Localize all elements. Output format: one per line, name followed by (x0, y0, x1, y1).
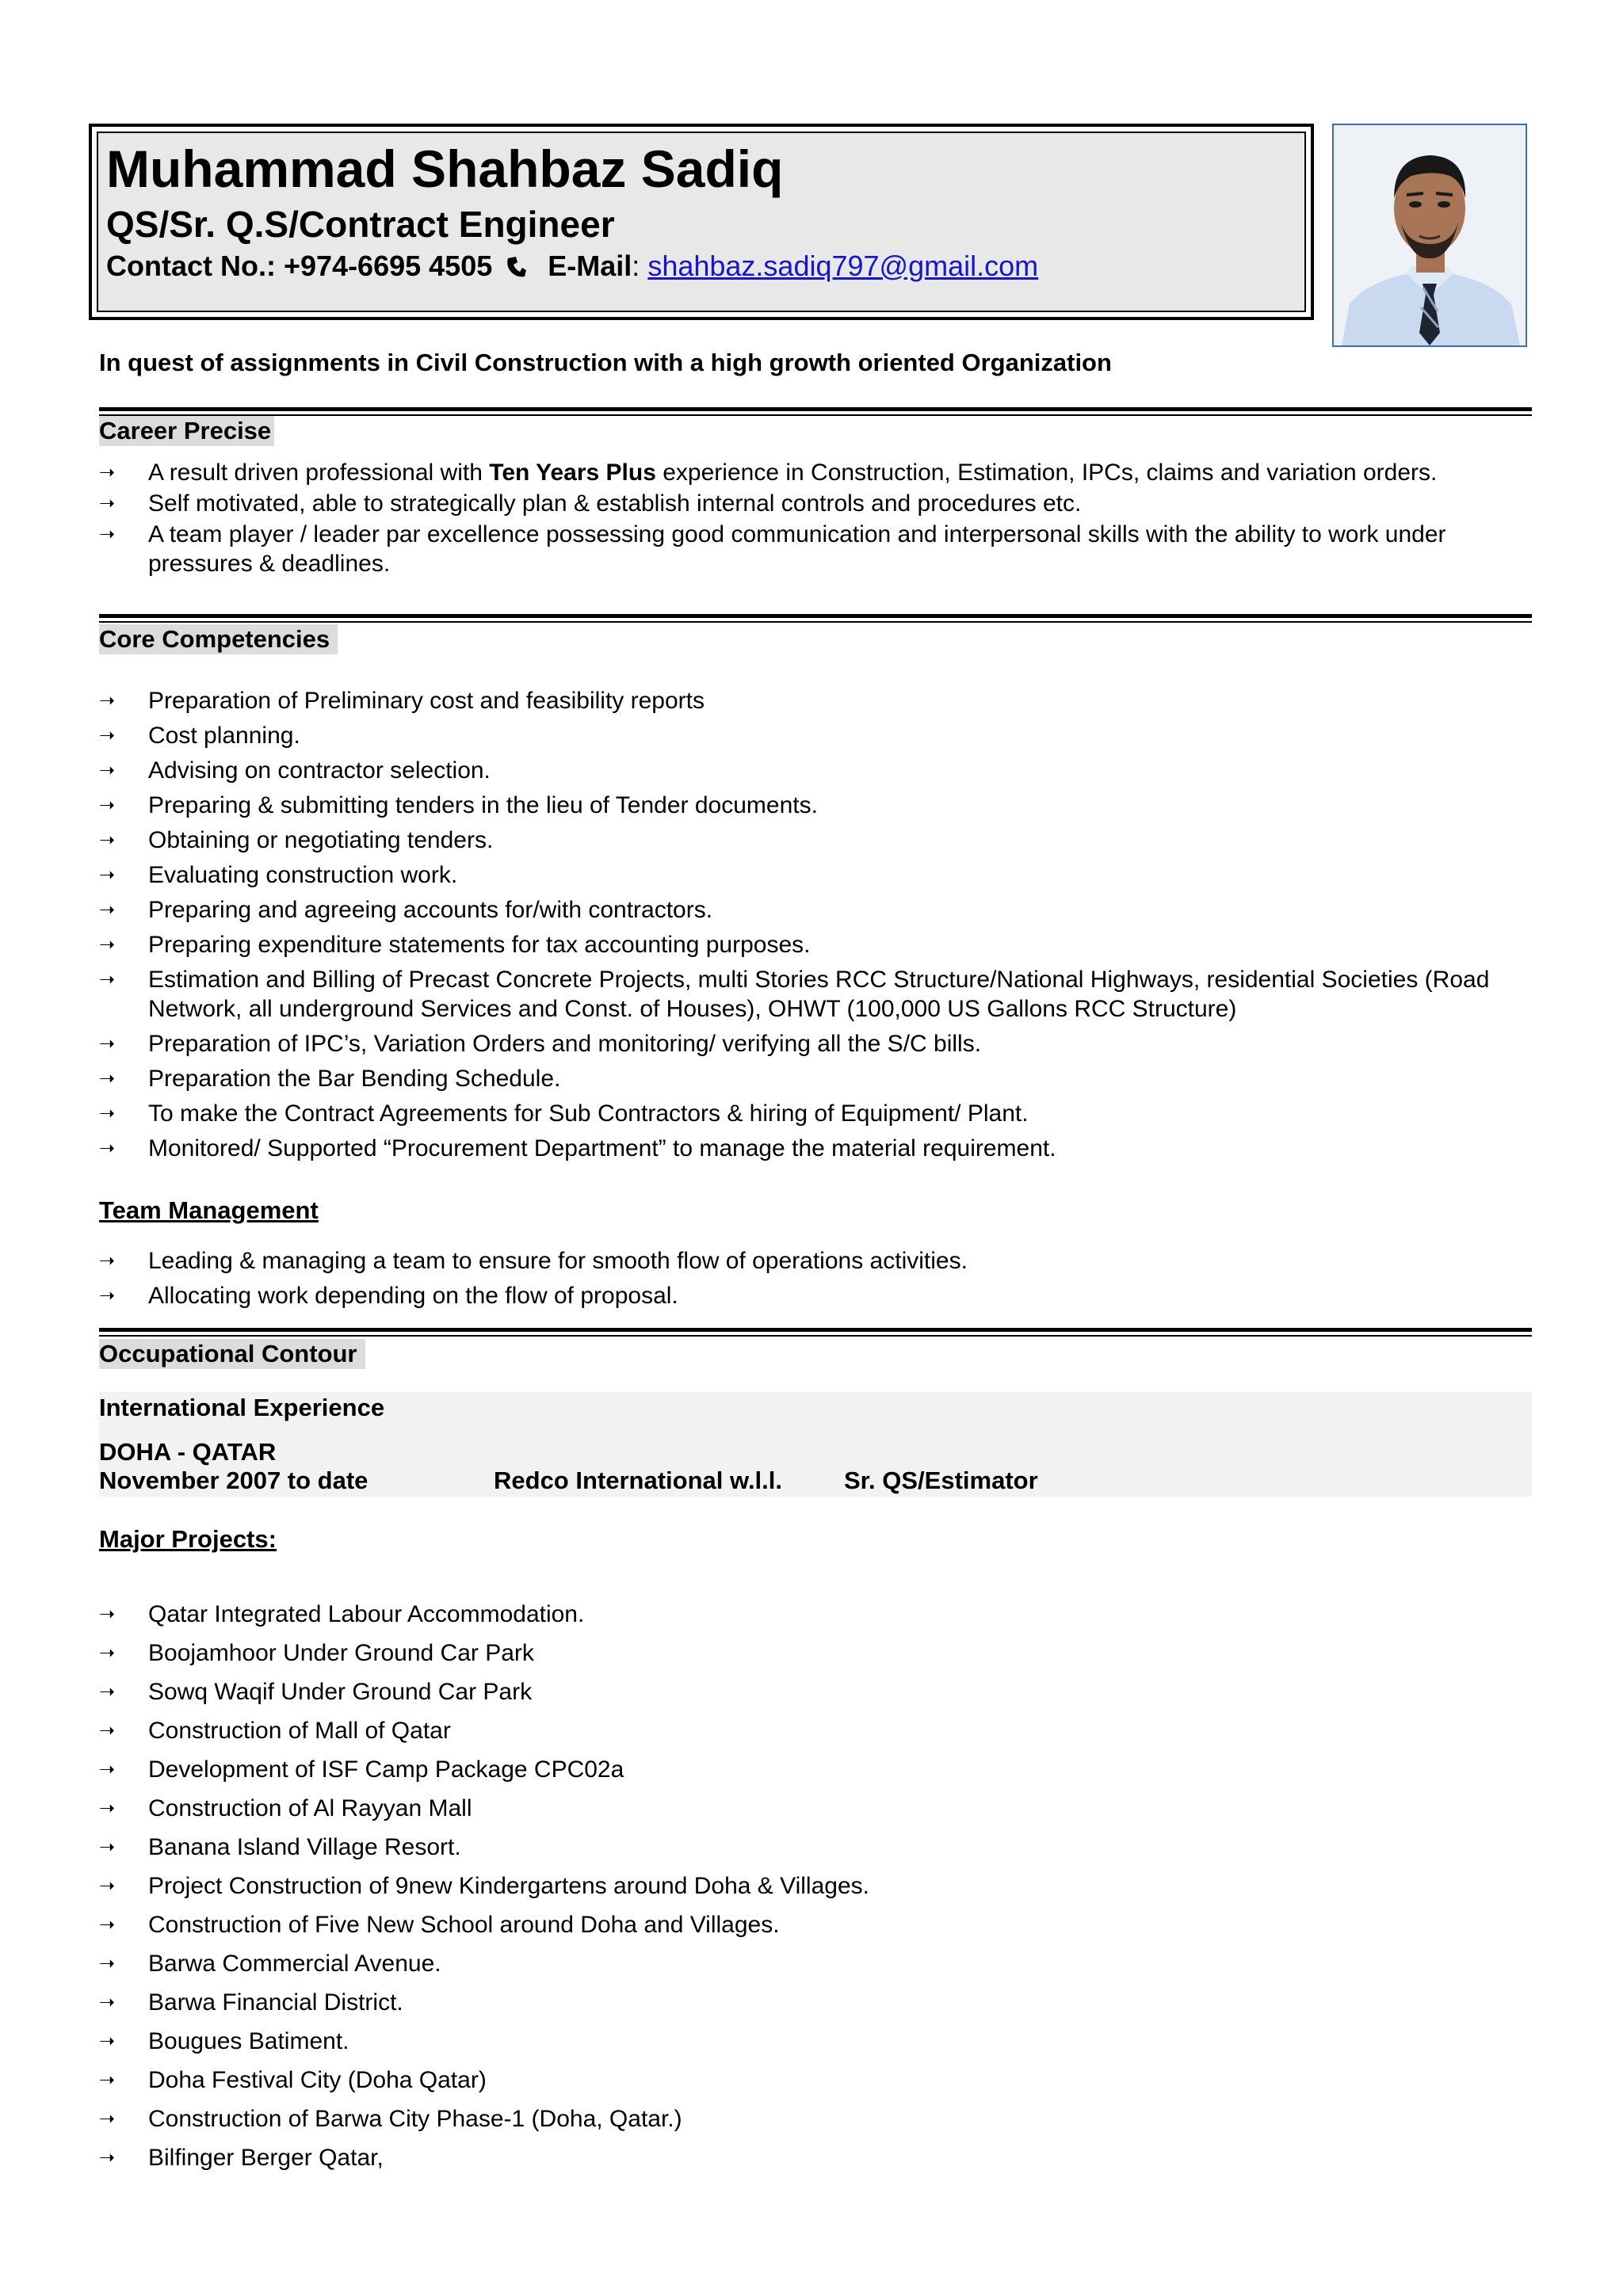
arrow-bullet-icon: ➝ (99, 1285, 116, 1306)
arrow-bullet-icon: ➝ (99, 830, 116, 851)
list-item: ➝ Construction of Mall of Qatar (99, 1718, 451, 1744)
section-divider (99, 614, 1532, 623)
email-link[interactable]: shahbaz.sadiq797@gmail.com (647, 250, 1039, 282)
list-item: ➝ Bilfinger Berger Qatar, (99, 2145, 384, 2171)
arrow-bullet-icon: ➝ (99, 462, 116, 483)
list-item: ➝ A team player / leader par excellence possessing good communication and interpersonal skills with the ability to work under pressures & deadlines. (99, 521, 1446, 577)
experience-years: Ten Years Plus (489, 460, 656, 486)
arrow-bullet-icon: ➝ (99, 2031, 116, 2052)
major-projects-heading: Major Projects: (99, 1525, 277, 1553)
arrow-bullet-icon: ➝ (99, 1604, 116, 1625)
arrow-bullet-icon: ➝ (99, 1068, 116, 1089)
list-item: ➝ Preparing expenditure statements for tax accounting purposes. (99, 932, 811, 958)
list-item: ➝ Preparation of Preliminary cost and feasibility reports (99, 688, 705, 714)
experience-company: Redco International w.l.l. (494, 1466, 783, 1494)
experience-role: Sr. QS/Estimator (844, 1466, 1038, 1494)
experience-period: November 2007 to date (99, 1466, 369, 1494)
arrow-bullet-icon: ➝ (99, 899, 116, 921)
list-item: ➝ Preparing & submitting tenders in the lieu of Tender documents. (99, 792, 818, 818)
team-management-heading: Team Management (99, 1196, 319, 1224)
major-projects-list (99, 1600, 1532, 2182)
arrow-bullet-icon: ➝ (99, 2108, 116, 2130)
list-item: ➝ Development of ISF Camp Package CPC02a (99, 1756, 624, 1783)
section-divider (99, 1328, 1532, 1337)
arrow-bullet-icon: ➝ (99, 1798, 116, 1819)
list-item: ➝ Barwa Financial District. (99, 1989, 403, 2016)
list-item: ➝ Banana Island Village Resort. (99, 1834, 461, 1860)
list-item: ➝ Boojamhoor Under Ground Car Park (99, 1640, 534, 1666)
list-item: ➝ Evaluating construction work. (99, 862, 458, 888)
candidate-name: Muhammad Shahbaz Sadiq (106, 139, 784, 198)
core-competencies-heading: Core Competencies (99, 624, 338, 654)
list-item: ➝ Barwa Commercial Avenue. (99, 1951, 441, 1977)
arrow-bullet-icon: ➝ (99, 524, 116, 545)
list-item: ➝ Sowq Waqif Under Ground Car Park (99, 1679, 533, 1705)
arrow-bullet-icon: ➝ (99, 1033, 116, 1055)
arrow-bullet-icon: ➝ (99, 1875, 116, 1897)
international-experience-label: International Experience (99, 1394, 385, 1421)
arrow-bullet-icon: ➝ (99, 1914, 116, 1936)
email-colon: : (632, 250, 640, 282)
section-divider (99, 407, 1532, 416)
arrow-bullet-icon: ➝ (99, 864, 116, 886)
list-item: ➝ Estimation and Billing of Precast Concrete Projects, multi Stories RCC Structure/National Highways, residential Societies (Road Network, all underground Services and Const. of Houses), OHWT (100,000 US Gallons RCC Structure) (99, 967, 1490, 1022)
core-competencies-list (99, 686, 1532, 1169)
occupational-contour-heading: Occupational Contour (99, 1339, 365, 1369)
arrow-bullet-icon: ➝ (99, 760, 116, 781)
list-item: ➝ Cost planning. (99, 723, 300, 749)
arrow-bullet-icon: ➝ (99, 969, 116, 990)
list-item: ➝ Qatar Integrated Labour Accommodation. (99, 1601, 585, 1627)
list-item: ➝ Construction of Barwa City Phase-1 (Doha, Qatar.) (99, 2106, 682, 2132)
contact-line (106, 252, 1038, 280)
list-item: ➝ To make the Contract Agreements for Sub Contractors & hiring of Equipment/ Plant. (99, 1100, 1029, 1127)
list-item: ➝ Preparing and agreeing accounts for/with contractors. (99, 897, 713, 923)
contact-number: Contact No.: +974-6695 4505 (106, 250, 493, 282)
career-objective: In quest of assignments in Civil Construction with a high growth oriented Organization (99, 349, 1112, 376)
arrow-bullet-icon: ➝ (99, 1103, 116, 1124)
list-item: ➝ Leading & managing a team to ensure for smooth flow of operations activities. (99, 1248, 968, 1274)
arrow-bullet-icon: ➝ (99, 1992, 116, 2013)
email-label: E-Mail (548, 250, 632, 282)
arrow-bullet-icon: ➝ (99, 1953, 116, 1974)
list-item: ➝ Doha Festival City (Doha Qatar) (99, 2067, 487, 2093)
list-item: ➝ Preparation the Bar Bending Schedule. (99, 1066, 561, 1092)
list-item: ➝ Advising on contractor selection. (99, 757, 491, 784)
list-item: ➝ Preparation of IPC’s, Variation Orders and monitoring/ verifying all the S/C bills. (99, 1031, 982, 1057)
portrait-illustration (1334, 125, 1526, 345)
arrow-bullet-icon: ➝ (99, 934, 116, 955)
arrow-bullet-icon: ➝ (99, 1720, 116, 1741)
arrow-bullet-icon: ➝ (99, 2069, 116, 2091)
experience-location: DOHA - QATAR (99, 1438, 277, 1466)
arrow-bullet-icon: ➝ (99, 1759, 116, 1780)
list-item: ➝ Allocating work depending on the flow of proposal. (99, 1283, 678, 1309)
candidate-title: QS/Sr. Q.S/Contract Engineer (106, 204, 615, 245)
profile-photo (1332, 124, 1527, 347)
header-inner (97, 132, 1306, 312)
career-precise-list (99, 458, 1532, 580)
list-item: ➝ Bougues Batiment. (99, 2028, 349, 2054)
list-item: ➝ Self motivated, able to strategically plan & establish internal controls and procedures etc. (99, 490, 1082, 517)
list-item: ➝ A result driven professional with Ten Years Plus experience in Construction, Estimation, IPCs, claims and variation orders. (99, 460, 1438, 486)
arrow-bullet-icon: ➝ (99, 1250, 116, 1272)
list-item: ➝ Construction of Five New School around Doha and Villages. (99, 1912, 780, 1938)
list-item: ➝ Obtaining or negotiating tenders. (99, 827, 494, 853)
arrow-bullet-icon: ➝ (99, 493, 116, 514)
arrow-bullet-icon: ➝ (99, 1836, 116, 1858)
list-item: ➝ Monitored/ Supported “Procurement Department” to manage the material requirement. (99, 1135, 1056, 1161)
arrow-bullet-icon: ➝ (99, 725, 116, 746)
career-precise-heading: Career Precise (99, 416, 274, 446)
experience-block (99, 1392, 1532, 1497)
list-item: ➝ Construction of Al Rayyan Mall (99, 1795, 472, 1821)
team-management-list (99, 1246, 1532, 1316)
arrow-bullet-icon: ➝ (99, 1642, 116, 1664)
arrow-bullet-icon: ➝ (99, 795, 116, 816)
arrow-bullet-icon: ➝ (99, 2147, 116, 2168)
arrow-bullet-icon: ➝ (99, 1138, 116, 1159)
phone-icon (505, 255, 527, 279)
arrow-bullet-icon: ➝ (99, 1681, 116, 1703)
arrow-bullet-icon: ➝ (99, 690, 116, 711)
header-box (89, 124, 1314, 320)
list-item: ➝ Project Construction of 9new Kindergartens around Doha & Villages. (99, 1873, 869, 1899)
